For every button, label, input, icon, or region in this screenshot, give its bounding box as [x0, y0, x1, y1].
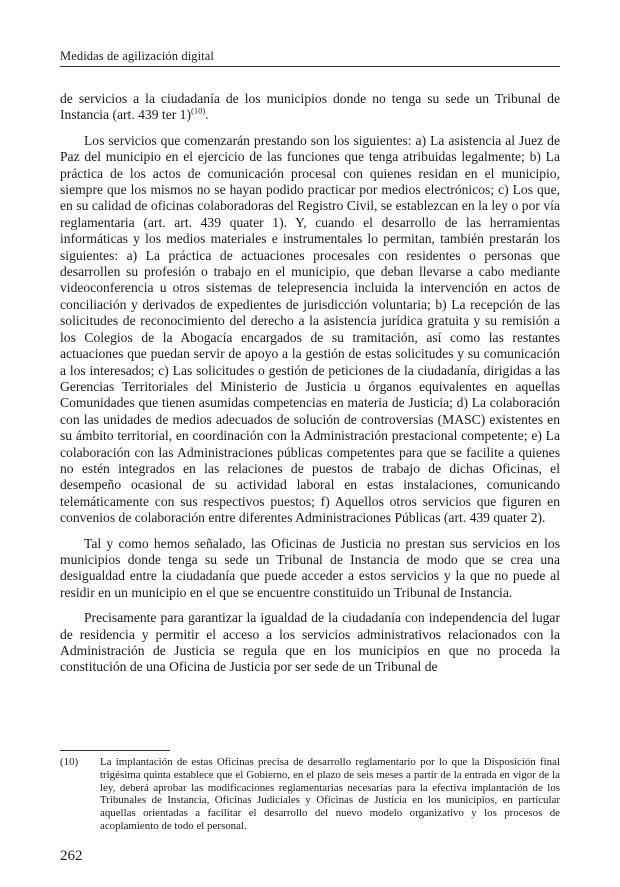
footnote-number: (10) — [60, 756, 79, 768]
header-rule — [60, 66, 560, 67]
running-head: Medidas de agilización digital — [60, 49, 214, 63]
footnote-rule — [60, 750, 170, 751]
paragraph-1-tail: . — [205, 107, 209, 123]
footnote-reference[interactable]: (10) — [190, 105, 206, 116]
paragraph-4: Precisamente para garantizar la igualdad de la ciudadanía con independencia del lugar de residencia y permitir el acceso a los servicios administrativos relacionados con la Administración de Justicia se regula que en los municipios en que no proceda la constitución de una Oficina de Justicia por ser sede de un Tribunal de — [60, 610, 560, 675]
body-text — [60, 91, 560, 685]
paragraph-1 — [60, 91, 560, 124]
paragraph-3: Tal y como hemos señalado, las Oficinas de Justicia no prestan sus servicios en los municipios donde tenga su sede un Tribunal de Instancia de modo que se crea una desigualdad entre la ciudadanía que puede acceder a estos servicios y la que no puede al residir en un municipio en el que se encuentre constituido un Tribunal de Instancia. — [60, 535, 560, 600]
footnote-text: La implantación de estas Oficinas precisa de desarrollo reglamentario por lo que la Disposición final trigésima quinta establece que el Gobierno, en el plazo de seis meses a partir de la entrada en vigor de la ley, deberá aprobar las modificaciones reglamentarias necesarias para la efectiva implantación de los Tribunales de Instancia, Oficinas Judiciales y Oficinas de Justicia en los municipios, en particular aquellas orientadas a facilitar el desarrollo del nuevo modelo organizativo y los procesos de acoplamiento de todo el personal. — [100, 756, 560, 832]
footnote — [60, 756, 560, 833]
paragraph-2: Los servicios que comenzarán prestando son los siguientes: a) La asistencia al Juez de Paz del municipio en el ejercicio de las funciones que tenga atribuidas legalmente; b) La práctica de los actos de comunicación procesal con quienes residan en el municipio, siempre que los mismos no se hayan podido practicar por medios electrónicos; c) Los que, en su calidad de oficinas colaboradoras del Registro Civil, se establezcan en la ley o por vía reglamentaria (art. art. 439 quater 1). Y, cuando el desarrollo de las herramientas informáticas y los medios materiales e instrumentales lo permitan, también prestarán los siguientes: a) La práctica de actuaciones procesales con residentes o personas que desarrollen su profesión o trabajo en el municipio, que deban llevarse a cabo mediante videoconferencia u otros sistemas de telepresencia incluida la intervención en actos de conciliación y derivados de expedientes de jurisdicción voluntaria; b) La recepción de las solicitudes de reconocimiento del derecho a la asistencia jurídica gratuita y su remisión a los Colegios de la Abogacía encargados de su tramitación, así como las restantes actuaciones que puedan servir de apoyo a la gestión de estas solicitudes y su comunicación a los interesados; c) Las solicitudes o gestión de peticiones de la ciudadanía, dirigidas a las Gerencias Territoriales del Ministerio de Justicia u órganos equivalentes en aquellas Comunidades que tienen asumidas competencias en materia de Justicia; d) La colaboración con las unidades de medios adecuados de solución de controversias (MASC) existentes en su ámbito territorial, en coordinación con la Administración prestacional competente; e) La colaboración con las Administraciones públicas competentes para que se facilite a quienes no estén integrados en las relaciones de puestos de trabajo de dichas Oficinas, el desempeño ocasional de su actividad laboral en estas instalaciones, comunicando telemáticamente con sus respectivos puestos; f) Aquellos otros servicios que figuren en convenios de colaboración entre diferentes Administraciones Públicas (art. 439 quater 2). — [60, 132, 560, 526]
paragraph-1-text: de servicios a la ciudadanía de los municipios donde no tenga su sede un Tribunal de Instancia (art. 439 ter 1) — [60, 91, 560, 123]
page-number: 262 — [60, 848, 83, 864]
